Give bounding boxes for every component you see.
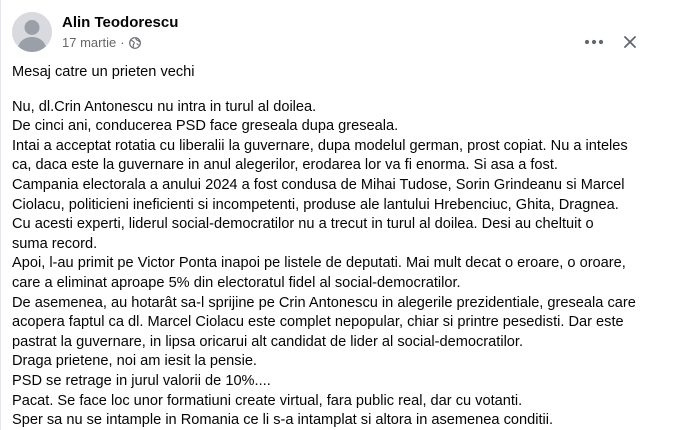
meta-separator: · bbox=[120, 35, 125, 50]
post-line: Intai a acceptat rotatia cu liberalii la guvernare, dupa modelul german, prost copiat. Nu a inteles bbox=[12, 137, 628, 154]
author-name[interactable]: Alin Teodorescu bbox=[62, 14, 179, 31]
post-line: Sper sa nu se intample in Romania ce li s-a intamplat si altora in asemenea conditii. bbox=[12, 412, 554, 429]
post-body bbox=[12, 63, 696, 430]
default-avatar-icon[interactable] bbox=[12, 12, 52, 52]
post-line: Draga prietene, noi am iesit la pensie. bbox=[12, 353, 257, 370]
post-line: Campania electorala a anului 2024 a fost condusa de Mihai Tudose, Sorin Grindeanu si Marcel bbox=[12, 176, 625, 193]
close-icon[interactable] bbox=[622, 34, 638, 50]
post-line: care a eliminat aproape 5% din electoratul fidel al social-democratilor. bbox=[12, 274, 461, 291]
post-line: ca, daca este la guvernare in anul alegerilor, erodarea lor va fi enorma. Si asa a fost. bbox=[12, 157, 558, 174]
post-line: De cinci ani, conducerea PSD face greseala dupa greseala. bbox=[12, 118, 399, 135]
post-header bbox=[12, 12, 652, 56]
header-actions bbox=[582, 34, 638, 50]
more-options-icon[interactable] bbox=[582, 35, 606, 49]
post-title: Mesaj catre un prieten vechi bbox=[12, 64, 195, 80]
post-meta bbox=[62, 35, 141, 50]
post-line: De asemenea, au hotarât sa-l sprijine pe Crin Antonescu in alegerile prezidentiale, greseala care bbox=[12, 294, 636, 311]
post-line: Ciolacu, politicieni ineficienti si incompetenti, produse ale lantului Hrebenciuc, Ghita, Dragnea. bbox=[12, 196, 619, 213]
post-line: acopera faptul ca dl. Marcel Ciolacu este complet nepopular, chiar si printre pesedisti. Dar este bbox=[12, 314, 624, 331]
post-date[interactable]: 17 martie bbox=[62, 35, 117, 50]
post-line: pastrat la guvernare, in lipsa oricarui alt candidat de lider al social-democratilor. bbox=[12, 333, 524, 350]
paragraph-gap bbox=[12, 83, 696, 98]
post-line: Cu acesti experti, liderul social-democratilor nu a trecut in turul al doilea. Desi au cheltuit o bbox=[12, 216, 594, 233]
post-line: Nu, dl.Crin Antonescu nu intra in turul al doilea. bbox=[12, 98, 317, 115]
post-line: PSD se retrage in jurul valorii de 10%.... bbox=[12, 372, 271, 389]
post-line: suma record. bbox=[12, 235, 98, 252]
post-line: Apoi, l-au primit pe Victor Ponta inapoi pe listele de deputati. Mai mult decat o eroare, o oroare, bbox=[12, 255, 626, 272]
post-line: Pacat. Se face loc unor formatiuni create virtual, fara public real, dar cu votanti. bbox=[12, 392, 523, 409]
globe-icon[interactable] bbox=[129, 37, 141, 49]
